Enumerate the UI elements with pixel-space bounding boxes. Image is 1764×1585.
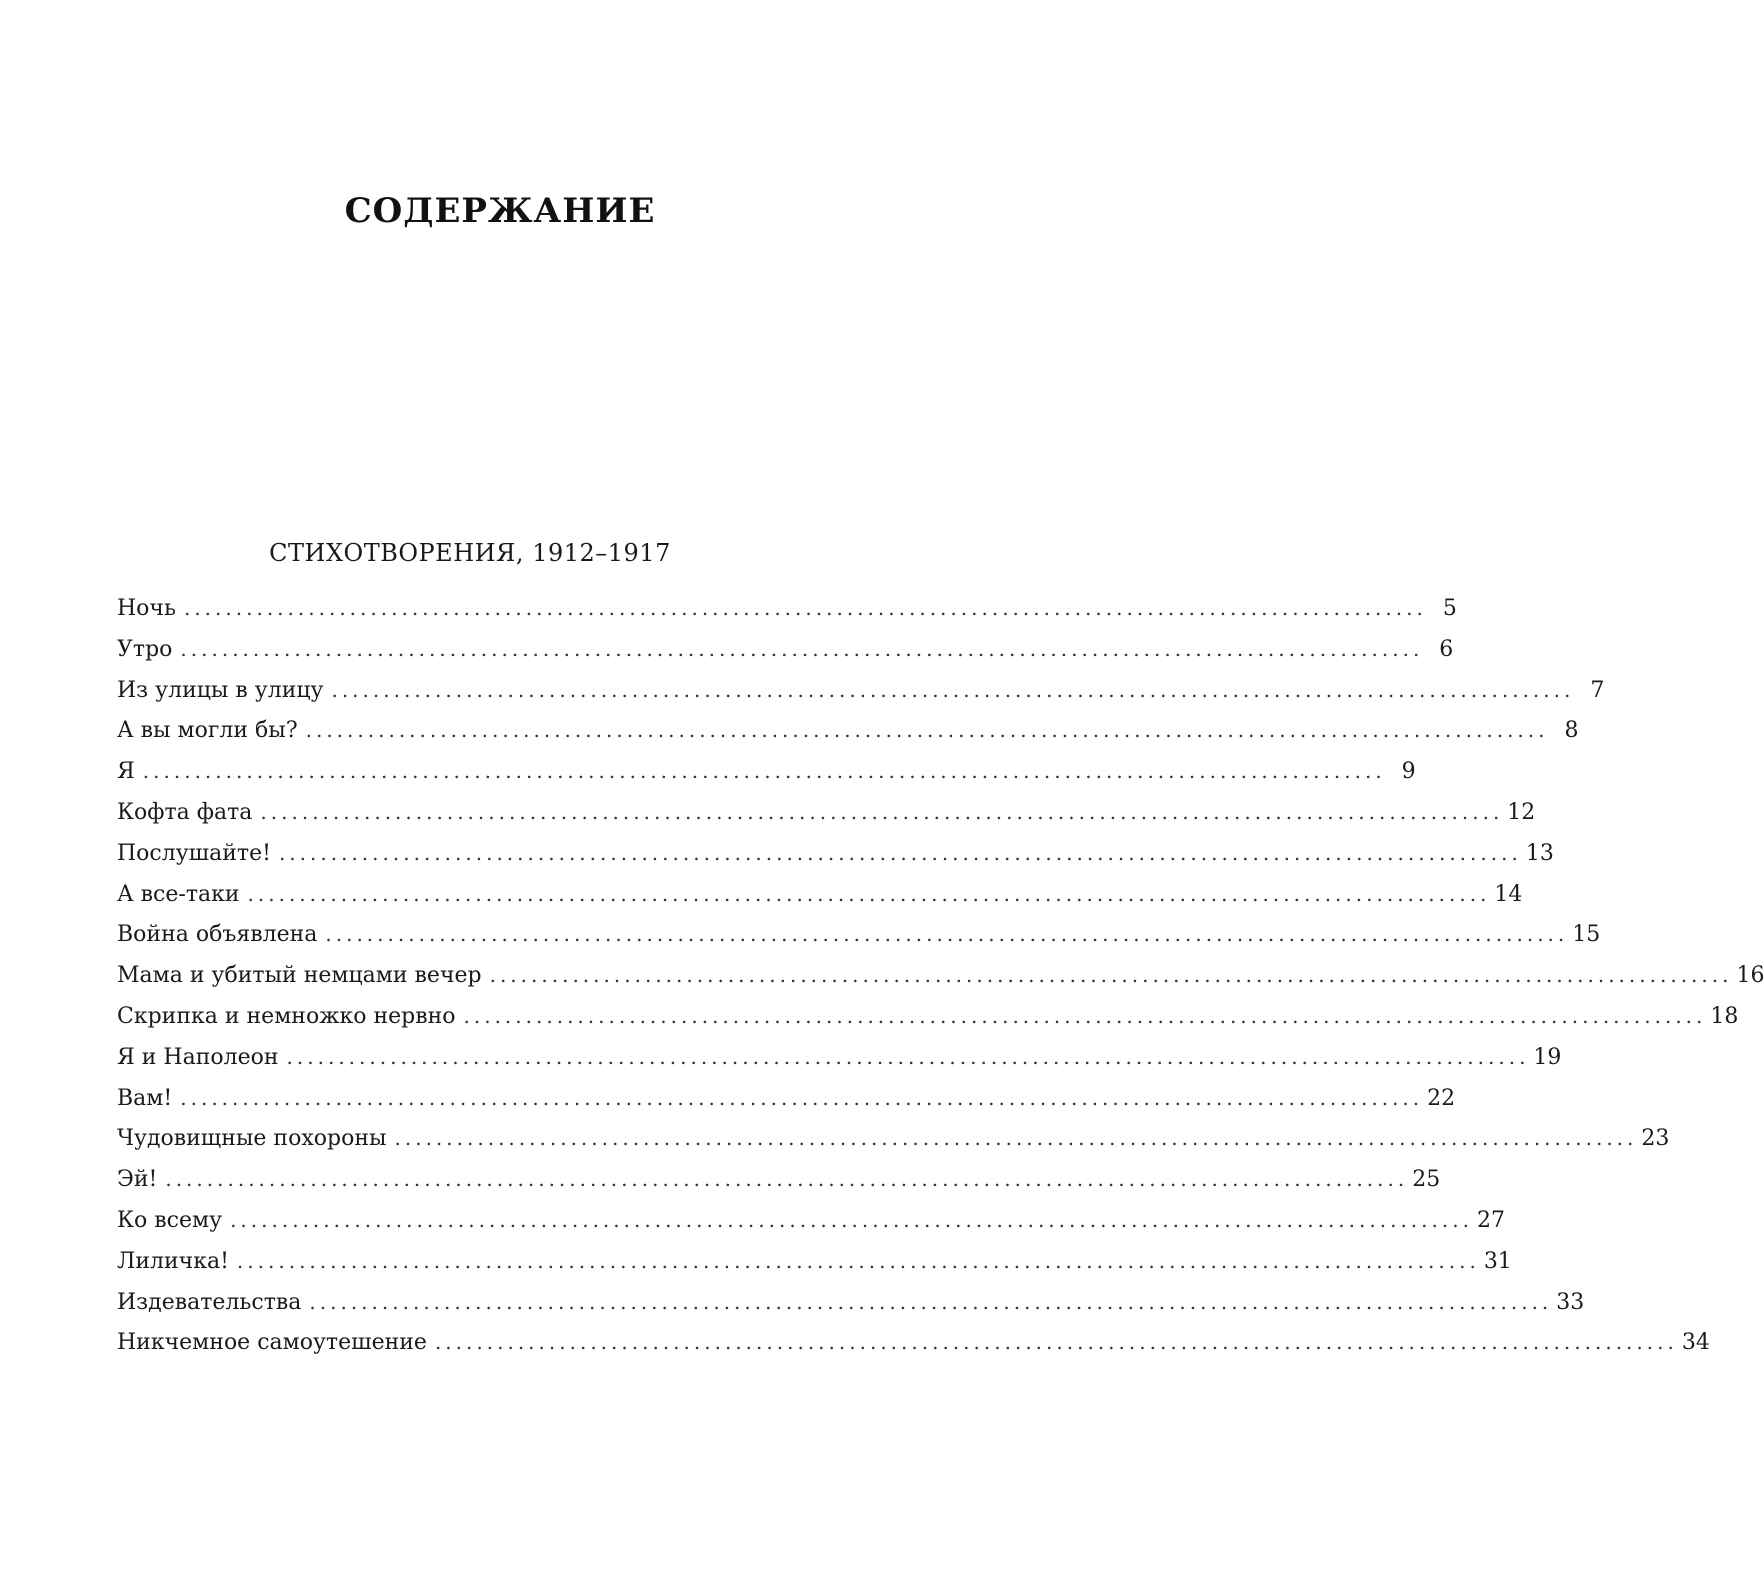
toc-entry-title: Чудовищные похороны xyxy=(117,1126,387,1152)
table-of-contents xyxy=(117,588,1764,1363)
dot-leader: ........................................................................................................................ xyxy=(165,1167,1409,1192)
page-title: СОДЕРЖАНИЕ xyxy=(344,191,656,231)
toc-entry xyxy=(117,710,1579,751)
toc-entry-page: 19 xyxy=(1533,1044,1562,1070)
toc-entry xyxy=(117,1037,1562,1078)
dot-leader: ........................................................................................................................ xyxy=(278,840,1522,865)
toc-entry-title: Из улицы в улицу xyxy=(117,677,324,703)
toc-entry-page: 7 xyxy=(1590,677,1605,703)
toc-entry xyxy=(117,629,1454,670)
toc-entry xyxy=(117,1200,1505,1241)
toc-entry xyxy=(117,914,1601,955)
toc-entry-page: 25 xyxy=(1412,1167,1441,1193)
toc-entry-page: 14 xyxy=(1494,881,1523,907)
toc-entry-page: 13 xyxy=(1525,840,1554,866)
toc-entry-title: Лиличка! xyxy=(117,1248,229,1274)
dot-leader: ........................................................................................................................ xyxy=(260,799,1504,824)
toc-entry-title: Мама и убитый немцами вечер xyxy=(117,963,482,989)
toc-entry-title: Ко всему xyxy=(117,1207,223,1233)
toc-entry-title: Вам! xyxy=(117,1085,173,1111)
toc-entry-title: Эй! xyxy=(117,1167,158,1193)
dot-leader: ........................................................................................................................ xyxy=(230,1207,1473,1232)
toc-entry-page: 27 xyxy=(1476,1207,1505,1233)
toc-entry-title: Утро xyxy=(117,636,173,662)
toc-entry xyxy=(117,1282,1585,1323)
toc-entry-page: 33 xyxy=(1556,1289,1585,1315)
toc-entry-page: 9 xyxy=(1401,759,1416,785)
toc-entry-title: Я и Наполеон xyxy=(117,1044,279,1070)
toc-entry-page: 12 xyxy=(1507,799,1536,825)
dot-leader: ........................................................................................................................ xyxy=(183,596,1427,620)
dot-leader: ........................................................................................................................ xyxy=(247,881,1491,906)
dot-leader: ........................................................................................................................ xyxy=(286,1044,1530,1069)
dot-leader: ........................................................................................................................ xyxy=(305,718,1549,743)
toc-entry xyxy=(117,996,1739,1037)
dot-leader: ........................................................................................................................ xyxy=(180,636,1424,661)
toc-entry-page: 15 xyxy=(1572,922,1601,948)
toc-entry xyxy=(117,1118,1670,1159)
dot-leader: ........................................................................................................................ xyxy=(325,922,1569,947)
toc-entry-title: Никчемное самоутешение xyxy=(117,1330,427,1356)
dot-leader: ........................................................................................................................ xyxy=(142,759,1386,784)
toc-entry-title: Кофта фата xyxy=(117,799,253,825)
dot-leader: ........................................................................................................................ xyxy=(394,1126,1638,1151)
toc-entry xyxy=(117,833,1554,874)
dot-leader: ........................................................................................................................ xyxy=(236,1248,1480,1273)
section-title: СТИХОТВОРЕНИЯ, 1912–1917 xyxy=(269,539,671,567)
toc-entry xyxy=(117,1159,1441,1200)
toc-entry-title: Скрипка и немножко нервно xyxy=(117,1003,456,1029)
toc-entry-title: Послушайте! xyxy=(117,840,271,866)
toc-entry-title: А вы могли бы? xyxy=(117,718,298,744)
toc-entry xyxy=(117,874,1523,915)
toc-entry xyxy=(117,670,1605,711)
dot-leader: ........................................................................................................................ xyxy=(463,1003,1707,1028)
toc-entry-page: 16 xyxy=(1736,963,1764,989)
toc-entry xyxy=(117,1078,1456,1119)
toc-entry-page: 31 xyxy=(1483,1248,1512,1274)
toc-entry-title: Ночь xyxy=(117,596,176,621)
toc-entry-title: А все-таки xyxy=(117,881,240,907)
dot-leader: ........................................................................................................................ xyxy=(331,677,1575,702)
toc-entry xyxy=(117,588,1457,629)
toc-entry-page: 6 xyxy=(1439,636,1454,662)
toc-entry xyxy=(117,955,1764,996)
toc-entry-page: 34 xyxy=(1681,1330,1710,1356)
dot-leader: ........................................................................................................................ xyxy=(309,1289,1553,1314)
toc-entry-page: 23 xyxy=(1641,1126,1670,1152)
toc-entry xyxy=(117,1322,1710,1363)
toc-entry-page: 5 xyxy=(1442,596,1457,621)
toc-entry xyxy=(117,1241,1512,1282)
dot-leader: ........................................................................................................................ xyxy=(489,963,1733,988)
toc-entry-title: Издевательства xyxy=(117,1289,302,1315)
dot-leader: ........................................................................................................................ xyxy=(434,1330,1678,1355)
dot-leader: ........................................................................................................................ xyxy=(180,1085,1424,1110)
toc-entry-title: Я xyxy=(117,759,135,785)
toc-entry-page: 8 xyxy=(1564,718,1579,744)
toc-entry xyxy=(117,751,1416,792)
toc-entry xyxy=(117,792,1536,833)
toc-entry-title: Война объявлена xyxy=(117,922,318,948)
toc-entry-page: 22 xyxy=(1427,1085,1456,1111)
toc-entry-page: 18 xyxy=(1710,1003,1739,1029)
